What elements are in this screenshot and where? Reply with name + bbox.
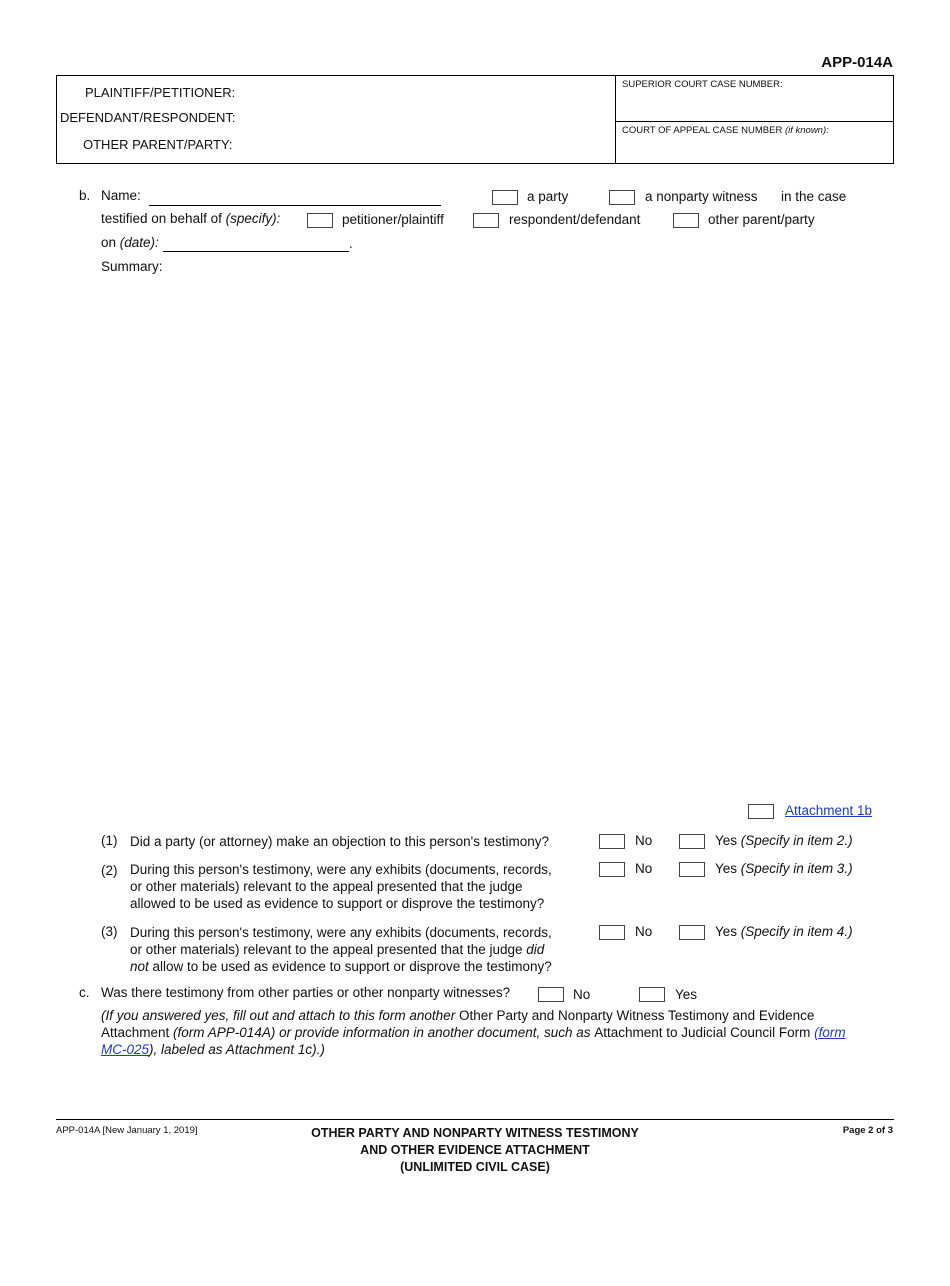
question-1-yes-checkbox[interactable] bbox=[679, 834, 705, 849]
question-1-no-label: No bbox=[635, 833, 653, 848]
item-c-yes-checkbox[interactable] bbox=[639, 987, 665, 1002]
petitioner-checkbox[interactable] bbox=[307, 213, 333, 228]
party-checkbox[interactable] bbox=[492, 190, 518, 205]
summary-text-area[interactable] bbox=[101, 280, 881, 790]
item-b-letter: b. bbox=[79, 188, 91, 203]
question-3-number: (3) bbox=[101, 924, 118, 939]
testified-label: testified on behalf of (specify): bbox=[101, 211, 281, 226]
attachment-1b-link[interactable]: Attachment 1b bbox=[785, 803, 873, 818]
superior-case-number-label: SUPERIOR COURT CASE NUMBER: bbox=[622, 79, 783, 90]
question-2-yes-checkbox[interactable] bbox=[679, 862, 705, 877]
question-3-yes-checkbox[interactable] bbox=[679, 925, 705, 940]
question-2-no-label: No bbox=[635, 861, 653, 876]
form-mc025-link-part1[interactable]: (form bbox=[814, 1025, 846, 1040]
question-1-text: Did a party (or attorney) make an objection to this person's testimony? bbox=[130, 834, 550, 849]
name-label: Name: bbox=[101, 188, 141, 203]
item-c-letter: c. bbox=[79, 985, 90, 1000]
form-number: APP-014A bbox=[821, 54, 893, 71]
party-names-panel bbox=[57, 76, 616, 163]
nonparty-witness-label: a nonparty witness bbox=[645, 189, 758, 204]
question-1-number: (1) bbox=[101, 833, 118, 848]
other-parent-label: OTHER PARENT/PARTY: bbox=[83, 137, 233, 152]
footer-divider bbox=[56, 1119, 894, 1120]
question-3-text: During this person's testimony, were any exhibits (documents, records, or other materials) relevant to the appeal presented that the judge did not allow to be used as evidence to support or disprove the testimony? bbox=[130, 925, 552, 974]
question-2-no-checkbox[interactable] bbox=[599, 862, 625, 877]
question-3-yes-label: Yes (Specify in item 4.) bbox=[715, 924, 853, 939]
question-2-yes-label: Yes (Specify in item 3.) bbox=[715, 861, 853, 876]
party-option-label: a party bbox=[527, 189, 569, 204]
item-c-no-checkbox[interactable] bbox=[538, 987, 564, 1002]
respondent-checkbox[interactable] bbox=[473, 213, 499, 228]
other-parent-checkbox[interactable] bbox=[673, 213, 699, 228]
date-label: on (date): bbox=[101, 235, 159, 250]
question-2-text: During this person's testimony, were any exhibits (documents, records, or other materials) relevant to the appeal presented that the judge allowed to be used as evidence to support or disprove the testimony? bbox=[130, 862, 552, 911]
date-period: . bbox=[349, 236, 353, 251]
summary-label: Summary: bbox=[101, 259, 163, 274]
nonparty-witness-checkbox[interactable] bbox=[609, 190, 635, 205]
question-1-yes-label: Yes (Specify in item 2.) bbox=[715, 833, 853, 848]
item-c-instructions: (If you answered yes, fill out and attach to this form another Other Party and Nonparty Witness Testimony and Evidence Attachment (form APP-014A) or provide information in another document, such as Attachment to Judicial Council Form (form MC-025), labeled as Attachment 1c).) bbox=[101, 1008, 846, 1057]
divider bbox=[616, 121, 893, 122]
other-parent-option-label: other parent/party bbox=[708, 212, 815, 227]
item-c-question: Was there testimony from other parties or other nonparty witnesses? bbox=[101, 985, 511, 1000]
form-edition: APP-014A [New January 1, 2019] bbox=[56, 1125, 198, 1136]
attachment-1b-checkbox[interactable] bbox=[748, 804, 774, 819]
question-3-no-label: No bbox=[635, 924, 653, 939]
item-c-no-label: No bbox=[573, 987, 591, 1002]
form-mc025-link[interactable]: MC-025 bbox=[101, 1042, 150, 1057]
appeal-case-number-label: COURT OF APPEAL CASE NUMBER (if known): bbox=[622, 125, 829, 136]
respondent-label: respondent/defendant bbox=[509, 212, 641, 227]
form-title: OTHER PARTY AND NONPARTY WITNESS TESTIMONY AND OTHER EVIDENCE ATTACHMENT (UNLIMITED CIVIL CASE) bbox=[311, 1126, 639, 1174]
item-c-yes-label: Yes bbox=[675, 987, 698, 1002]
question-2-number: (2) bbox=[101, 863, 118, 878]
case-number-panel bbox=[616, 76, 893, 163]
name-field[interactable] bbox=[149, 205, 441, 206]
page-number: Page 2 of 3 bbox=[842, 1125, 893, 1136]
in-the-case-label: in the case bbox=[781, 189, 847, 204]
defendant-label: DEFENDANT/RESPONDENT: bbox=[60, 110, 236, 125]
case-caption bbox=[56, 75, 894, 164]
question-1-no-checkbox[interactable] bbox=[599, 834, 625, 849]
petitioner-label: petitioner/plaintiff bbox=[342, 212, 444, 227]
plaintiff-label: PLAINTIFF/PETITIONER: bbox=[85, 85, 236, 100]
question-3-no-checkbox[interactable] bbox=[599, 925, 625, 940]
date-field[interactable] bbox=[163, 251, 349, 252]
